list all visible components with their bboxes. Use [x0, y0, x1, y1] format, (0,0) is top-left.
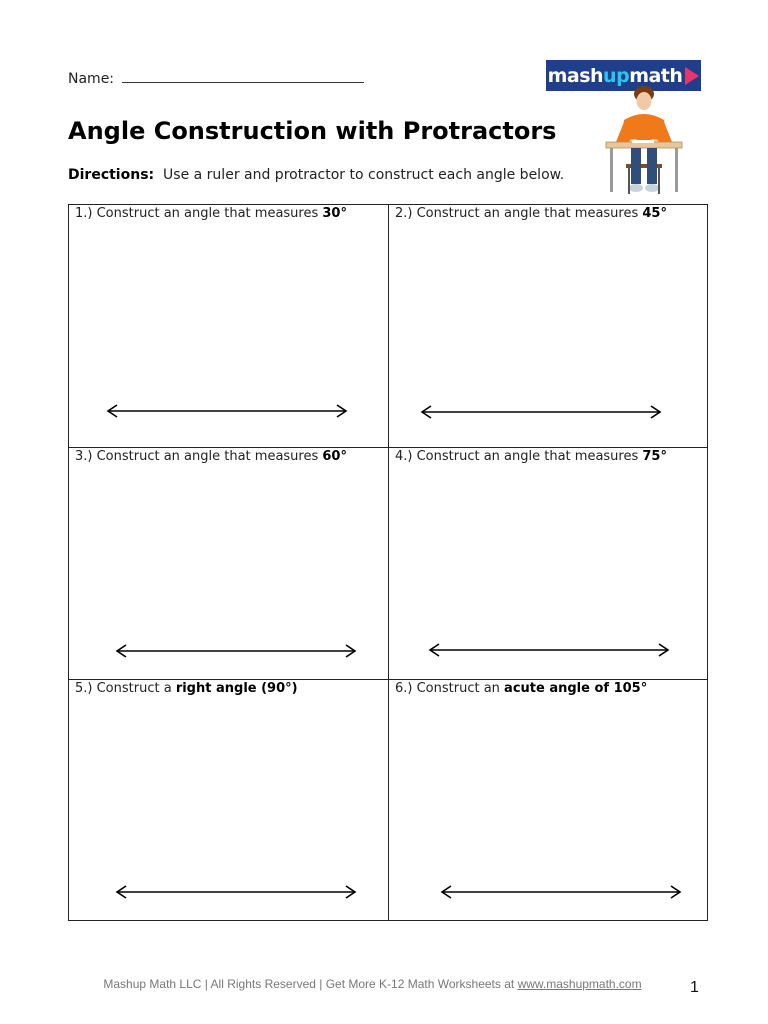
play-icon	[685, 67, 699, 85]
problem-cell-5[interactable]	[69, 680, 388, 921]
directions-text: Use a ruler and protractor to construct each angle below.	[163, 167, 565, 183]
problem-1-prefix: 1.) Construct an angle that measures	[75, 206, 323, 221]
worksheet-title: Angle Construction with Protractors	[68, 117, 557, 145]
name-blank-line[interactable]	[122, 70, 364, 83]
footer-website-link[interactable]: www.mashupmath.com	[517, 977, 642, 991]
page-number: 1	[690, 979, 699, 996]
problem-cell-2[interactable]	[389, 205, 709, 447]
directions-label: Directions:	[68, 167, 155, 183]
problem-5-prefix: 5.) Construct a	[75, 681, 176, 696]
problem-3-angle: 60°	[322, 449, 347, 464]
problem-6-prefix: 6.) Construct an	[395, 681, 505, 696]
name-field[interactable]	[68, 70, 364, 87]
problem-cell-3[interactable]	[69, 448, 388, 679]
footer-text: Mashup Math LLC | All Rights Reserved | Get More K-12 Math Worksheets at	[103, 977, 518, 991]
problem-2-angle: 45°	[642, 206, 667, 221]
problem-grid	[68, 204, 708, 921]
footer	[0, 977, 745, 991]
problem-6-angle: acute angle of 105°	[504, 681, 648, 696]
problem-5-angle: right angle (90°)	[175, 681, 298, 696]
double-arrow-line-5	[114, 884, 358, 900]
problem-1-angle: 30°	[322, 206, 347, 221]
double-arrow-line-1	[105, 403, 349, 419]
logo-text-up: up	[603, 64, 630, 87]
problem-2-prefix: 2.) Construct an angle that measures	[395, 206, 643, 221]
problem-3-prefix: 3.) Construct an angle that measures	[75, 449, 323, 464]
double-arrow-line-6	[439, 884, 683, 900]
double-arrow-line-2	[419, 404, 663, 420]
problem-label-3	[75, 449, 347, 464]
double-arrow-line-4	[427, 642, 671, 658]
problem-cell-4[interactable]	[389, 448, 709, 679]
student-at-desk-illustration	[604, 84, 684, 200]
problem-4-angle: 75°	[642, 449, 667, 464]
directions	[68, 167, 564, 183]
logo-text-end: math	[629, 64, 683, 87]
problem-label-2	[395, 206, 667, 221]
problem-cell-1[interactable]	[69, 205, 388, 447]
problem-label-4	[395, 449, 667, 464]
logo-text-main: mash	[547, 64, 604, 87]
problem-label-6	[395, 681, 647, 696]
problem-4-prefix: 4.) Construct an angle that measures	[395, 449, 643, 464]
problem-label-5	[75, 681, 298, 696]
double-arrow-line-3	[114, 643, 358, 659]
problem-label-1	[75, 206, 347, 221]
problem-cell-6[interactable]	[389, 680, 709, 921]
name-label: Name:	[68, 71, 115, 87]
